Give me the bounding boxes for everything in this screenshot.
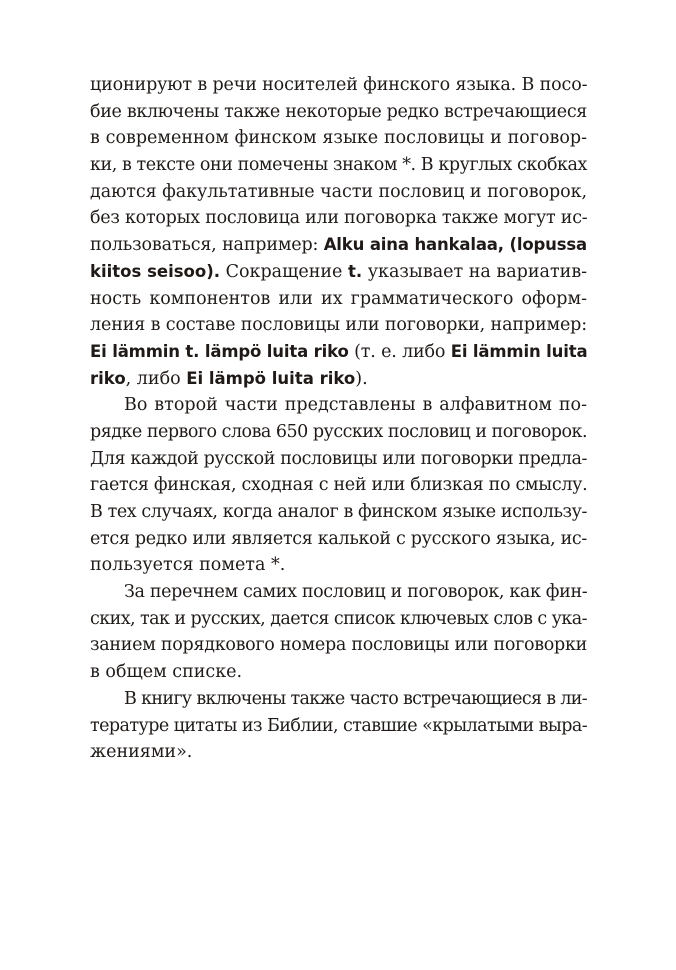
text-segment: ность компонентов или их грамматического оформ- (90, 288, 587, 309)
text-line (90, 739, 587, 766)
text-line (90, 392, 587, 419)
paragraph (90, 579, 587, 686)
text-segment: пользоваться, например: (90, 235, 324, 256)
bold-example: kiitos seisoo). (90, 261, 221, 281)
text-segment: ). (355, 368, 368, 389)
text-segment: ских, так и русских, дается список ключевых слов с ука- (90, 608, 587, 629)
text-segment: Во второй части представлены в алфавитном по- (124, 395, 587, 416)
text-segment: бие включены также некоторые редко встречающиеся (90, 101, 587, 122)
text-segment: тературе цитаты из Библии, ставшие «крылатыми выра- (90, 715, 588, 736)
text-segment: За перечнем самих пословиц и поговорок, как фин- (124, 582, 588, 603)
bold-example: Alku aina hankalaa, (lopussa (323, 235, 588, 255)
paragraph (90, 72, 587, 392)
bold-example: t. (347, 261, 363, 281)
text-segment: указывает на вариатив- (362, 261, 588, 282)
text-line (90, 526, 587, 553)
text-segment: В тех случаях, когда аналог в финском языке использу- (90, 502, 587, 522)
text-line (90, 419, 587, 446)
text-line (90, 312, 587, 339)
text-segment: В книгу включены также часто встречающиеся в ли- (124, 688, 587, 709)
text-line (90, 339, 587, 366)
text-segment: жениями». (90, 742, 193, 763)
text-line (90, 232, 587, 259)
text-line (90, 632, 587, 659)
text-line (90, 366, 587, 393)
text-line (90, 579, 587, 606)
text-segment: ется редко или является калькой с русского языка, ис- (90, 528, 587, 549)
text-segment: Для каждой русской пословицы или поговорки предла- (90, 448, 587, 469)
text-segment: даются факультативные части пословиц и поговорок, (90, 181, 587, 202)
text-line (90, 659, 587, 686)
text-segment: рядке первого слова 650 русских пословиц и поговорок. (90, 421, 587, 442)
text-segment: ционируют в речи носителей финского языка. В посо- (90, 75, 588, 95)
text-line (90, 472, 587, 499)
text-line (90, 259, 587, 286)
text-line (90, 205, 587, 232)
paragraph (90, 392, 587, 579)
body-text (90, 72, 587, 766)
text-segment: гается финская, сходная с ней или близкая по смыслу. (90, 475, 588, 496)
text-line (90, 686, 587, 713)
text-segment: без которых пословица или поговорка также могут ис- (90, 208, 588, 229)
text-line (90, 99, 587, 126)
bold-example: Ei lämmin luita (450, 341, 588, 361)
text-line (90, 606, 587, 633)
text-segment: (т. е. либо (348, 341, 451, 362)
text-segment: занием порядкового номера пословицы или поговорки (90, 635, 587, 656)
bold-example: Ei lämpö luita riko (186, 368, 356, 388)
text-line (90, 499, 587, 526)
text-segment: в современном финском языке пословицы и поговор- (90, 128, 587, 149)
text-line (90, 152, 587, 179)
text-line (90, 286, 587, 313)
paragraph (90, 686, 587, 766)
text-segment: ления в составе пословицы или поговорки, например: (90, 315, 587, 336)
text-line (90, 179, 587, 206)
text-line (90, 552, 587, 579)
text-line (90, 72, 587, 99)
bold-example: riko (90, 368, 126, 388)
text-segment: ки, в тексте они помечены знаком *. В круглых скобках (90, 155, 587, 176)
text-line (90, 446, 587, 473)
text-segment: Сокращение (220, 261, 348, 282)
text-segment: , либо (125, 368, 187, 389)
bold-example: Ei lämmin t. lämpö luita riko (90, 341, 349, 361)
text-segment: в общем списке. (90, 662, 243, 683)
text-line (90, 713, 587, 740)
text-segment: пользуется помета *. (90, 555, 286, 576)
text-line (90, 125, 587, 152)
